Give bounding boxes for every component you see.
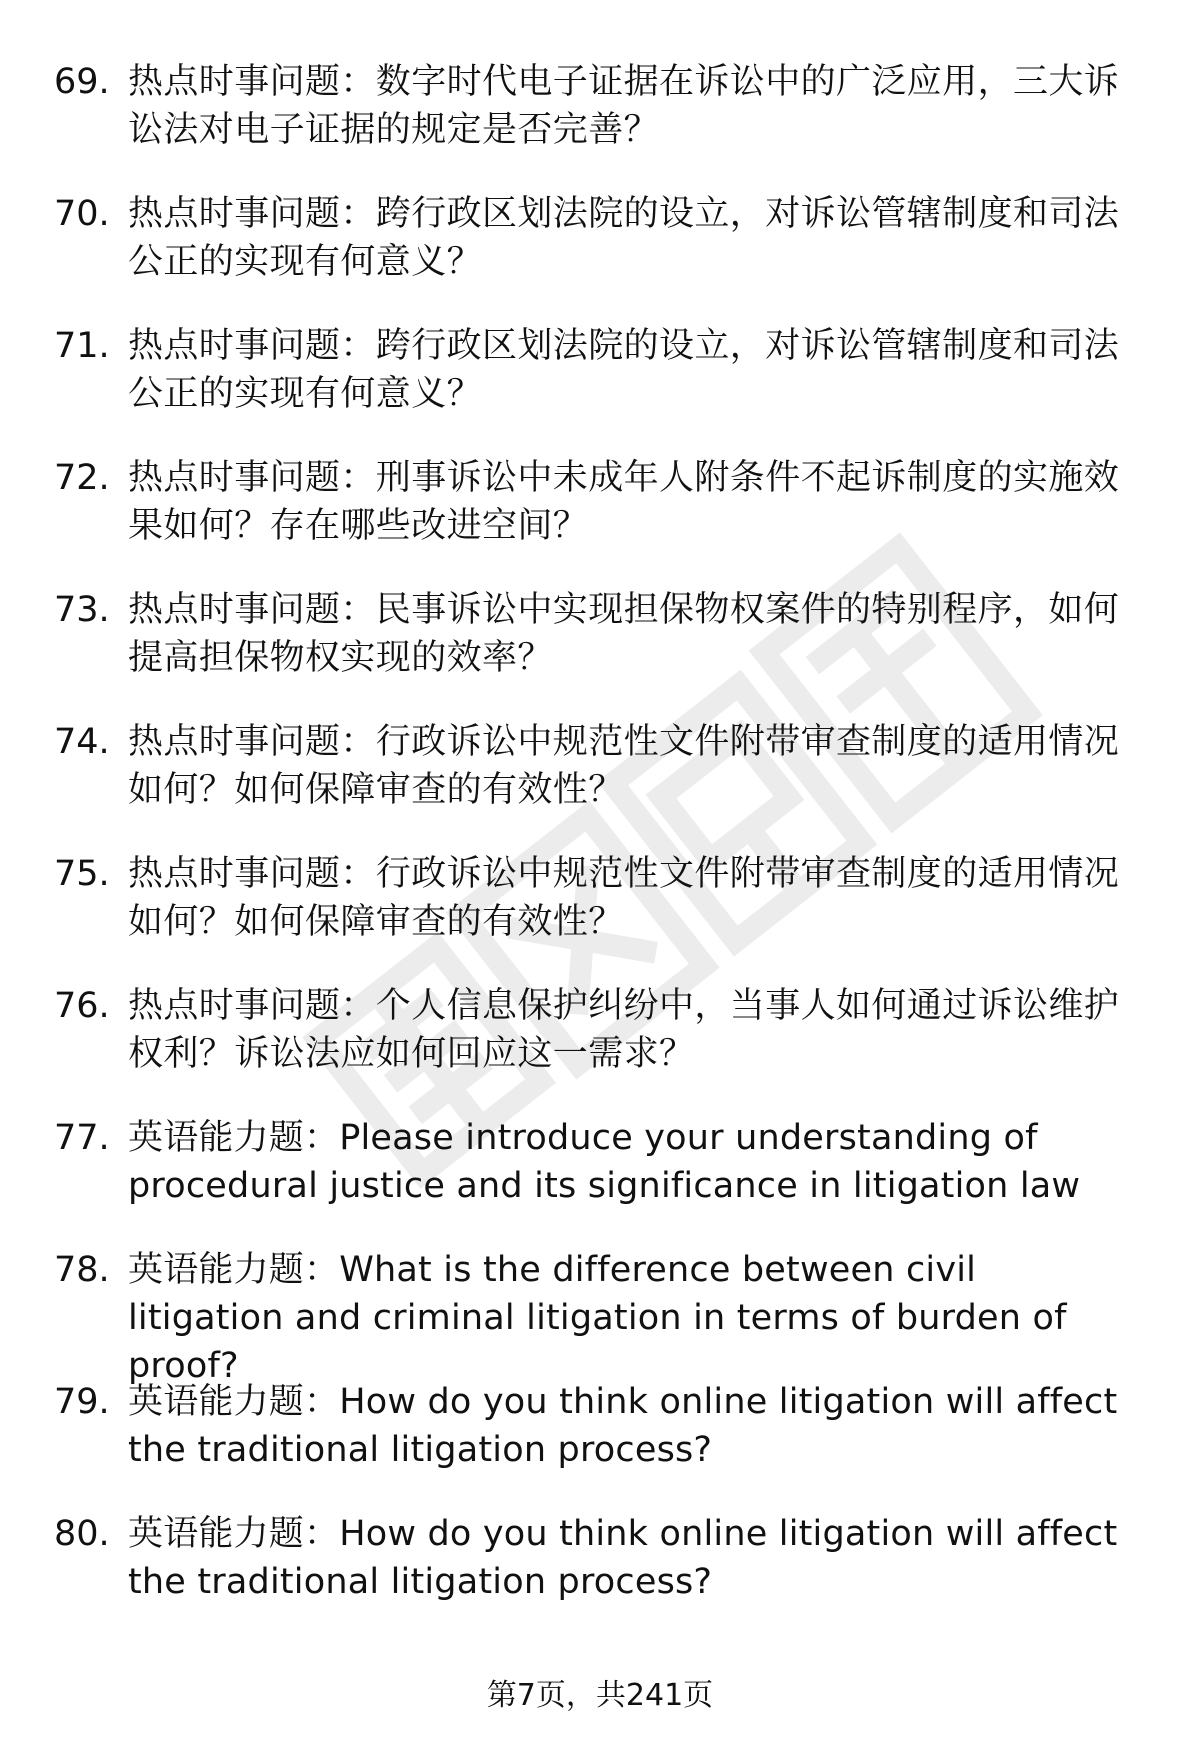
- question-text: 英语能力题：What is the difference between civil litigation and criminal litigation in terms of burden of proof?: [128, 1250, 1067, 1386]
- question-item: [0, 850, 1200, 982]
- question-item: [0, 1378, 1200, 1510]
- question-item: [0, 1114, 1200, 1246]
- question-text: 英语能力题：How do you think online litigation will affect the traditional litigation process?: [128, 1382, 1118, 1470]
- question-text: 英语能力题：Please introduce your understanding of procedural justice and its significance in litigation law: [128, 1118, 1081, 1206]
- question-list: [0, 58, 1200, 1642]
- question-number: 72.: [54, 458, 110, 498]
- question-item: [0, 190, 1200, 322]
- question-item: [0, 322, 1200, 454]
- question-item: [0, 454, 1200, 586]
- question-text: 热点时事问题：行政诉讼中规范性文件附带审查制度的适用情况如何？如何保障审查的有效性？: [128, 722, 1120, 810]
- question-text: 热点时事问题：个人信息保护纠纷中，当事人如何通过诉讼维护权利？诉讼法应如何回应这一需求？: [128, 986, 1120, 1074]
- question-item: [0, 1246, 1200, 1386]
- question-item: [0, 982, 1200, 1114]
- question-text: 热点时事问题：数字时代电子证据在诉讼中的广泛应用，三大诉讼法对电子证据的规定是否完善？: [128, 62, 1120, 150]
- question-number: 76.: [54, 986, 110, 1026]
- question-item: [0, 1510, 1200, 1642]
- question-text: 热点时事问题：行政诉讼中规范性文件附带审查制度的适用情况如何？如何保障审查的有效性？: [128, 854, 1120, 942]
- question-number: 80.: [54, 1514, 110, 1554]
- page-footer: 第7页，共241页: [486, 1678, 714, 1713]
- question-item: [0, 718, 1200, 850]
- question-number: 78.: [54, 1250, 110, 1290]
- question-text: 热点时事问题：跨行政区划法院的设立，对诉讼管辖制度和司法公正的实现有何意义？: [128, 194, 1120, 282]
- question-number: 79.: [54, 1382, 110, 1422]
- question-number: 70.: [54, 194, 110, 234]
- question-item: [0, 586, 1200, 718]
- question-text: 热点时事问题：刑事诉讼中未成年人附条件不起诉制度的实施效果如何？存在哪些改进空间？: [128, 458, 1120, 546]
- question-number: 73.: [54, 590, 110, 630]
- question-number: 75.: [54, 854, 110, 894]
- question-number: 74.: [54, 722, 110, 762]
- question-number: 71.: [54, 326, 110, 366]
- question-item: [0, 58, 1200, 190]
- question-text: 热点时事问题：民事诉讼中实现担保物权案件的特别程序，如何提高担保物权实现的效率？: [128, 590, 1120, 678]
- question-number: 69.: [54, 62, 110, 102]
- question-number: 77.: [54, 1118, 110, 1158]
- question-text: 热点时事问题：跨行政区划法院的设立，对诉讼管辖制度和司法公正的实现有何意义？: [128, 326, 1120, 414]
- question-text: 英语能力题：How do you think online litigation will affect the traditional litigation process?: [128, 1514, 1118, 1602]
